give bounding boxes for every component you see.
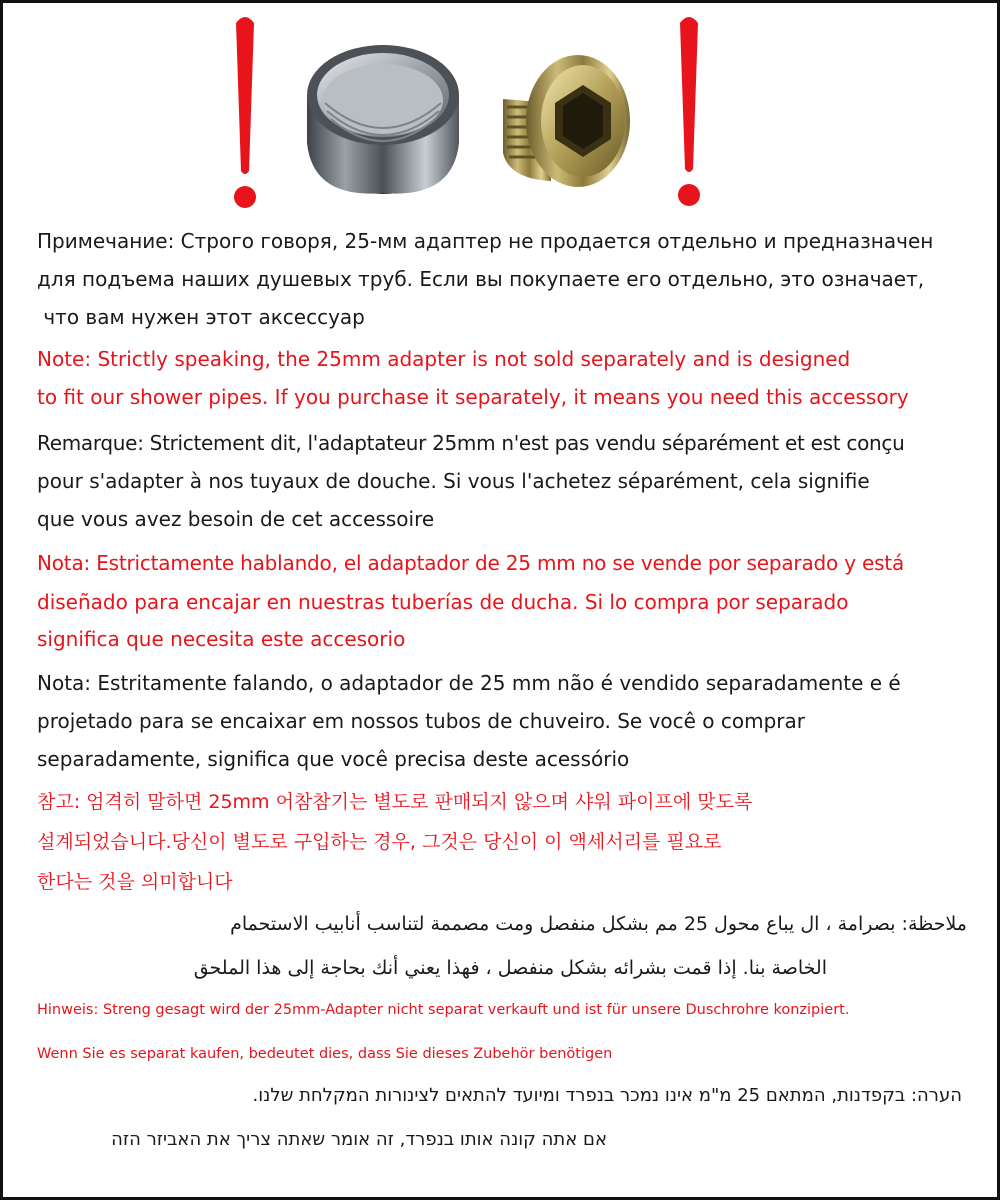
korean-note-line-3: 한다는 것을 의미합니다 [37,871,233,893]
russian-note-line-1: Примечание: Строго говоря, 25-мм адаптер не продается отдельно и предназначен [37,229,934,253]
arabic-note-line-1: ملاحظة: بصرامة ، ال يباع محول 25 مم بشكل منفصل ومت مصممة لتناسب أنابيب الاستحمام [230,913,967,935]
arabic-note-line-2: الخاصة بنا. إذا قمت بشرائه بشكل منفصل ، فهذا يعني أنك بحاجة إلى هذا الملحق [193,957,827,979]
russian-note-line-2: для подъема наших душевых труб. Если вы покупаете его отдельно, это означает, [37,267,925,291]
russian-note-line-3: что вам нужен этот аксессуар [37,305,365,329]
exclamation-mark-icon [678,17,700,206]
french-note-line-2: pour s'adapter à nos tuyaux de douche. Si vous l'achetez séparément, cela signifie [37,469,870,493]
hero-product-images [3,3,997,218]
korean-note-line-2: 설계되었습니다.당신이 별도로 구입하는 경우, 그것은 당신이 이 액세서리를 필요로 [37,831,722,853]
hebrew-note-line-1: הערה: בקפדנות, המתאם 25 מ"מ אינו נמכר בנפרד ומיועד להתאים לצינורות המקלחת שלנו. [252,1085,962,1106]
german-note-line-1: Hinweis: Streng gesagt wird der 25mm-Adapter nicht separat verkauft und ist für unsere Duschrohre konzipiert. [37,1002,850,1018]
spanish-note-line-3: significa que necesita este accesorio [37,627,406,651]
brass-adapter [503,55,630,187]
french-note-line-1: Remarque: Strictement dit, l'adaptateur 25mm n'est pas vendu séparément et est conçu [37,431,905,455]
exclamation-mark-icon [234,17,256,208]
german-note-line-2: Wenn Sie es separat kaufen, bedeutet dies, dass Sie dieses Zubehör benötigen [37,1046,613,1062]
korean-note-line-1: 참고: 엄격히 말하면 25mm 어참참기는 별도로 판매되지 않으며 샤워 파이프에 맞도록 [37,791,753,813]
english-note-line-1: Note: Strictly speaking, the 25mm adapter is not sold separately and is designed [37,347,851,371]
spanish-note-line-2: diseñado para encajar en nuestras tuberías de ducha. Si lo compra por separado [37,590,849,614]
english-note-line-2: to fit our shower pipes. If you purchase it separately, it means you need this accessory [37,385,909,409]
spanish-note-line-1: Nota: Estrictamente hablando, el adaptador de 25 mm no se vende por separado y está [37,551,905,575]
chrome-ring-adapter [307,45,459,194]
hebrew-note-line-2: אם אתה קונה אותו בנפרד, זה אומר שאתה צריך את האביזר הזה [111,1129,607,1150]
french-note-line-3: que vous avez besoin de cet accessoire [37,507,435,531]
portuguese-note-line-3: separadamente, significa que você precisa deste acessório [37,747,630,771]
portuguese-note-line-2: projetado para se encaixar em nossos tubos de chuveiro. Se você o comprar [37,709,806,733]
portuguese-note-line-1: Nota: Estritamente falando, o adaptador de 25 mm não é vendido separadamente e é [37,671,901,695]
hero-illustration [3,3,997,218]
